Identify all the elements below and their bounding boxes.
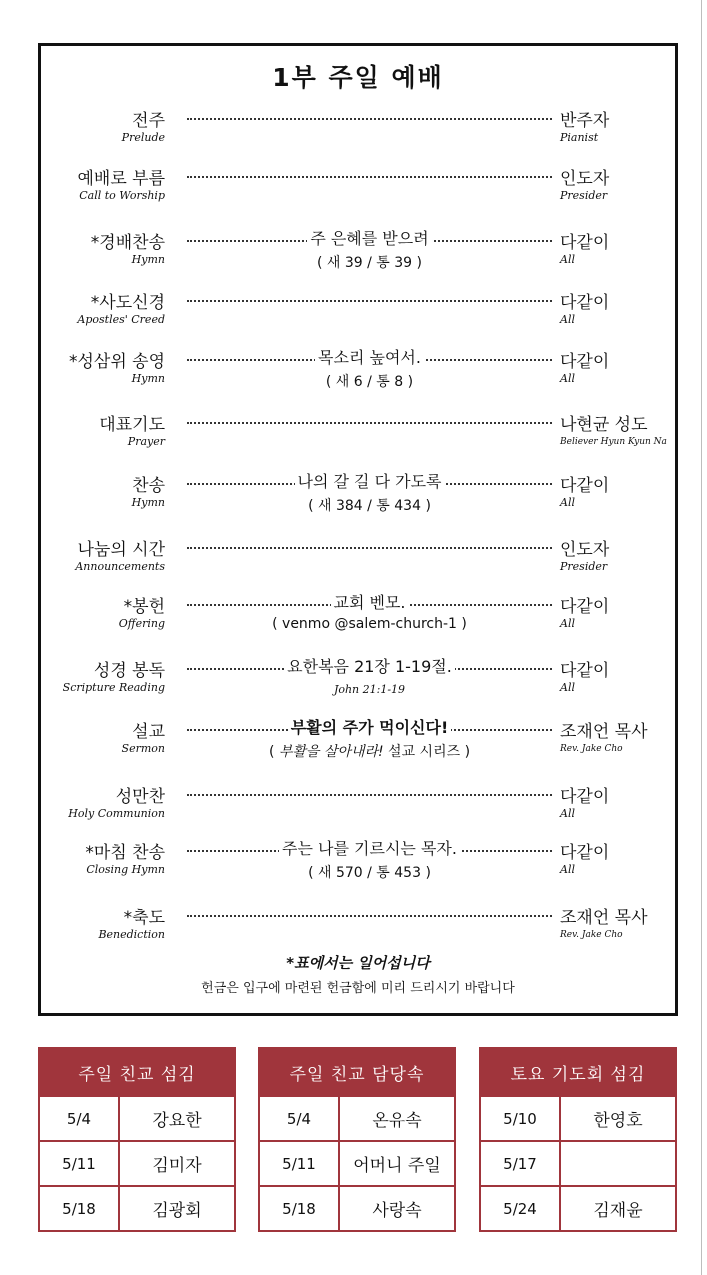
item-label-ko: *축도: [123, 908, 165, 928]
performer-en: Presider: [560, 189, 608, 202]
program-item-sermon: [41, 717, 675, 767]
program-item-hymn: [41, 471, 675, 521]
performer-en: All: [560, 253, 575, 266]
standing-note: *표에서는 일어섭니다: [286, 954, 430, 972]
item-label-en: Benediction: [98, 928, 165, 941]
dot-leader: [187, 782, 552, 804]
schedule-name: 김미자: [152, 1156, 202, 1176]
program-item-benediction: [41, 903, 675, 953]
schedule-name: 사랑속: [372, 1201, 422, 1221]
item-label-ko: 예배로 부름: [77, 169, 165, 189]
item-label-en: Announcements: [75, 560, 165, 573]
item-subtitle: ( 새 6 / 통 8 ): [325, 374, 414, 390]
schedule-date: 5/24: [481, 1187, 561, 1230]
table-row: [481, 1140, 675, 1185]
schedule-date: 5/18: [260, 1187, 340, 1230]
performer-en: Pianist: [560, 131, 599, 144]
item-title: 교회 벤모.: [331, 592, 409, 614]
program-item-prelude: [41, 106, 675, 156]
performer-en: All: [560, 496, 575, 509]
dot-leader: [187, 347, 552, 369]
item-label-ko: *경배찬송: [90, 233, 165, 253]
item-label-ko: 찬송: [132, 476, 165, 496]
schedule-name: 한영호: [593, 1111, 643, 1131]
performer-en: Rev. Jake Cho: [560, 930, 623, 940]
schedule-date: 5/4: [260, 1097, 340, 1140]
schedule-fellowship-service: [38, 1047, 236, 1232]
dot-leader: [187, 288, 552, 310]
schedule-name: [561, 1142, 675, 1185]
schedule-date: 5/4: [40, 1097, 120, 1140]
item-label-ko: 대표기도: [99, 415, 165, 435]
dot-leader: [187, 903, 552, 925]
item-title: 목소리 높여서.: [315, 347, 424, 369]
dot-leader: [187, 592, 552, 614]
performer-en: Believer Hyun Kyun Na: [560, 437, 667, 447]
performer-en: All: [560, 617, 575, 630]
schedule-name: 온유속: [372, 1111, 422, 1131]
item-label-ko: *마침 찬송: [85, 843, 165, 863]
sermon-series-name: 부활을 살아내라!: [278, 744, 384, 760]
worship-program: [38, 43, 678, 1016]
page-edge-line: [701, 0, 702, 1275]
offering-note: 헌금은 입구에 마련된 헌금함에 미리 드리시기 바랍니다: [201, 981, 515, 996]
table-row: [481, 1095, 675, 1140]
item-label-en: Offering: [118, 617, 165, 630]
performer-ko: 나현균 성도: [560, 415, 648, 435]
performer-ko: 다같이: [560, 597, 610, 617]
schedule-name: 김광회: [152, 1201, 202, 1221]
table-row: [40, 1140, 234, 1185]
program-item-announcements: [41, 535, 675, 585]
performer-ko: 다같이: [560, 843, 610, 863]
item-label-ko: 나눔의 시간: [77, 540, 165, 560]
performer-ko: 인도자: [560, 540, 610, 560]
item-label-ko: *성삼위 송영: [68, 352, 165, 372]
item-title: 나의 갈 길 다 가도록: [295, 471, 445, 493]
item-label-en: Hymn: [131, 253, 165, 266]
item-label-en: Hymn: [131, 496, 165, 509]
performer-ko: 다같이: [560, 787, 610, 807]
schedule-fellowship-group: [258, 1047, 456, 1232]
schedule-date: 5/10: [481, 1097, 561, 1140]
dot-leader: [187, 656, 552, 678]
program-item-scripture-reading: [41, 656, 675, 706]
program-item-offering: [41, 592, 675, 642]
sermon-title: 부활의 주가 먹이신다!: [288, 717, 452, 739]
performer-ko: 다같이: [560, 293, 610, 313]
dot-leader: [187, 106, 552, 128]
item-label-en: Hymn: [131, 372, 165, 385]
performer-ko: 다같이: [560, 233, 610, 253]
program-item-call-to-worship: [41, 164, 675, 214]
performer-en: All: [560, 807, 575, 820]
item-label-en: Call to Worship: [79, 189, 165, 202]
item-label-en: Closing Hymn: [86, 863, 165, 876]
performer-ko: 다같이: [560, 661, 610, 681]
dot-leader: [187, 471, 552, 493]
dot-leader: [187, 838, 552, 860]
table-row: [260, 1185, 454, 1230]
performer-en: All: [560, 863, 575, 876]
performer-ko: 인도자: [560, 169, 610, 189]
program-item-prayer: [41, 410, 675, 460]
table-row: [260, 1095, 454, 1140]
performer-en: All: [560, 681, 575, 694]
performer-ko: 다같이: [560, 352, 610, 372]
item-label-en: Scripture Reading: [62, 681, 165, 694]
schedule-name: 김재윤: [593, 1201, 643, 1221]
item-title: 요한복음 21장 1-19절.: [284, 656, 455, 678]
performer-en: Rev. Jake Cho: [560, 744, 623, 754]
schedule-date: 5/11: [40, 1142, 120, 1185]
item-subtitle: ( venmo @salem-church-1 ): [272, 616, 467, 632]
performer-ko: 반주자: [560, 111, 610, 131]
dot-leader: [187, 228, 552, 250]
performer-en: All: [560, 372, 575, 385]
item-subtitle: ( 새 384 / 통 434 ): [308, 498, 431, 514]
performer-ko: 다같이: [560, 476, 610, 496]
program-title: 1부 주일 예배: [272, 63, 444, 92]
performer-en: All: [560, 313, 575, 326]
table-row: [260, 1140, 454, 1185]
item-subtitle: ( 새 39 / 통 39 ): [316, 255, 423, 271]
dot-leader: [187, 535, 552, 557]
table-row: [40, 1095, 234, 1140]
item-label-ko: 성경 봉독: [93, 661, 165, 681]
item-label-ko: 설교: [132, 722, 165, 742]
dot-leader: [187, 410, 552, 432]
performer-en: Presider: [560, 560, 608, 573]
item-label-en: Holy Communion: [68, 807, 165, 820]
item-label-en: Sermon: [121, 742, 165, 755]
sermon-series: ( 부활을 살아내라! 설교 시리즈 ): [268, 744, 471, 760]
program-item-hymn-praise: [41, 228, 675, 278]
item-label-ko: *봉헌: [123, 597, 165, 617]
schedule-date: 5/11: [260, 1142, 340, 1185]
item-label-en: Prayer: [127, 435, 165, 448]
item-title: 주는 나를 기르시는 목자.: [279, 838, 460, 860]
item-subtitle: ( 새 570 / 통 453 ): [308, 865, 431, 881]
program-item-closing-hymn: [41, 838, 675, 888]
schedule-date: 5/17: [481, 1142, 561, 1185]
schedule-title: 주일 친교 담당속: [260, 1049, 454, 1095]
schedule-title: 주일 친교 섬김: [40, 1049, 234, 1095]
schedule-saturday-prayer: [479, 1047, 677, 1232]
schedule-name: 어머니 주일: [353, 1156, 441, 1176]
item-label-ko: 성만찬: [115, 787, 165, 807]
dot-leader: [187, 717, 552, 739]
schedule-name: 강요한: [152, 1111, 202, 1131]
table-row: [40, 1185, 234, 1230]
program-item-holy-communion: [41, 782, 675, 832]
performer-ko: 조재언 목사: [560, 722, 648, 742]
item-label-ko: *사도신경: [90, 293, 165, 313]
program-item-apostles-creed: [41, 288, 675, 338]
schedule-title: 토요 기도회 섬김: [481, 1049, 675, 1095]
dot-leader: [187, 164, 552, 186]
schedule-date: 5/18: [40, 1187, 120, 1230]
program-item-doxology: [41, 347, 675, 397]
item-subtitle: John 21:1-19: [333, 683, 406, 696]
item-label-ko: 전주: [132, 111, 165, 131]
performer-ko: 조재언 목사: [560, 908, 648, 928]
table-row: [481, 1185, 675, 1230]
item-title: 주 은혜를 받으려: [307, 228, 431, 250]
item-label-en: Prelude: [121, 131, 165, 144]
item-label-en: Apostles' Creed: [77, 313, 165, 326]
